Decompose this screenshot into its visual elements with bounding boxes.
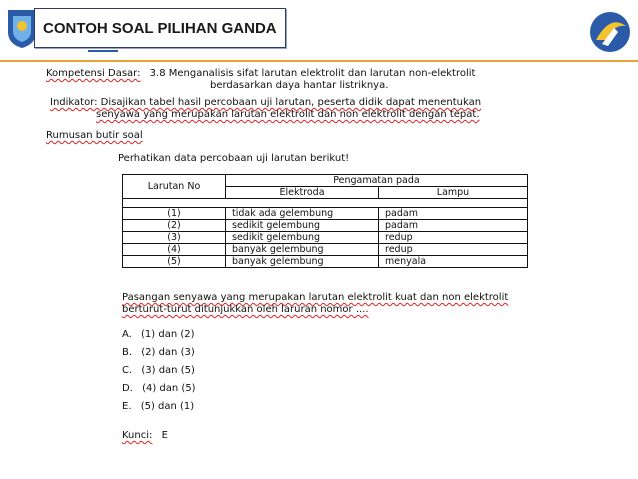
- kompetensi-label: Kompetensi Dasar:: [46, 68, 141, 79]
- row-elektroda: sedikit gelembung: [226, 220, 379, 232]
- table-spacer-row: [123, 199, 528, 208]
- header-divider: [0, 60, 638, 62]
- row-number: (5): [123, 256, 226, 268]
- table-row: [123, 244, 528, 256]
- kompetensi-line-2: berdasarkan daya hantar listriknya.: [210, 80, 389, 91]
- option-a: [122, 329, 195, 341]
- table-row: [123, 208, 528, 220]
- question-line-1: Pasangan senyawa yang merupakan larutan elektrolit kuat dan non elektrolit: [122, 292, 509, 303]
- option-text: (5) dan (1): [140, 401, 195, 412]
- answer-key: [122, 430, 168, 442]
- option-d: [122, 383, 196, 395]
- slide-header: [0, 0, 638, 64]
- option-text: (3) dan (5): [141, 365, 195, 376]
- kunci-label: Kunci:: [122, 430, 153, 441]
- option-text: (1) dan (2): [141, 329, 195, 340]
- kompetensi-line-1: [46, 68, 475, 80]
- question-line-2: berturut-turut ditunjukkan oleh laruran nomor ....: [122, 304, 369, 315]
- header-elektroda: Elektroda: [226, 187, 379, 199]
- row-lampu: menyala: [379, 256, 528, 268]
- row-elektroda: sedikit gelembung: [226, 232, 379, 244]
- row-elektroda: tidak ada gelembung: [226, 208, 379, 220]
- rumusan-heading: Rumusan butir soal: [46, 130, 143, 141]
- row-elektroda: banyak gelembung: [226, 256, 379, 268]
- table-row: [123, 232, 528, 244]
- option-letter: E.: [122, 401, 132, 412]
- row-number: (3): [123, 232, 226, 244]
- row-number: (1): [123, 208, 226, 220]
- row-number: (4): [123, 244, 226, 256]
- option-text: (2) dan (3): [141, 347, 195, 358]
- option-e: [122, 401, 194, 413]
- header-lampu: Lampu: [379, 187, 528, 199]
- indikator-line-1: Indikator: Disajikan tabel hasil percobaan uji larutan, peserta didik dapat menentukan: [50, 97, 482, 108]
- indikator-line-2: senyawa yang merupakan larutan elektrolit dan non elektrolit dengan tepat.: [96, 109, 480, 120]
- row-lampu: padam: [379, 220, 528, 232]
- header-pengamatan: Pengamatan pada: [226, 175, 528, 187]
- option-letter: A.: [122, 329, 132, 340]
- option-letter: B.: [122, 347, 133, 358]
- table-intro: Perhatikan data percobaan uji larutan berikut!: [118, 153, 350, 164]
- header-larutan: Larutan No: [123, 175, 226, 199]
- tut-wuri-logo-icon: [588, 10, 632, 54]
- kompetensi-text: 3.8 Menganalisis sifat larutan elektrolit dan larutan non-elektrolit: [149, 68, 476, 79]
- option-letter: D.: [122, 383, 133, 394]
- row-lampu: redup: [379, 232, 528, 244]
- table-header-row: [123, 175, 528, 187]
- option-c: [122, 365, 195, 377]
- row-lampu: padam: [379, 208, 528, 220]
- title-underline: [88, 50, 118, 52]
- row-number: (2): [123, 220, 226, 232]
- row-lampu: redup: [379, 244, 528, 256]
- experiment-table: [122, 174, 528, 268]
- table-row: [123, 220, 528, 232]
- table-row: [123, 256, 528, 268]
- page-title: CONTOH SOAL PILIHAN GANDA: [34, 8, 286, 48]
- row-elektroda: banyak gelembung: [226, 244, 379, 256]
- option-text: (4) dan (5): [142, 383, 196, 394]
- option-letter: C.: [122, 365, 133, 376]
- option-b: [122, 347, 195, 359]
- kunci-value: E: [161, 430, 168, 441]
